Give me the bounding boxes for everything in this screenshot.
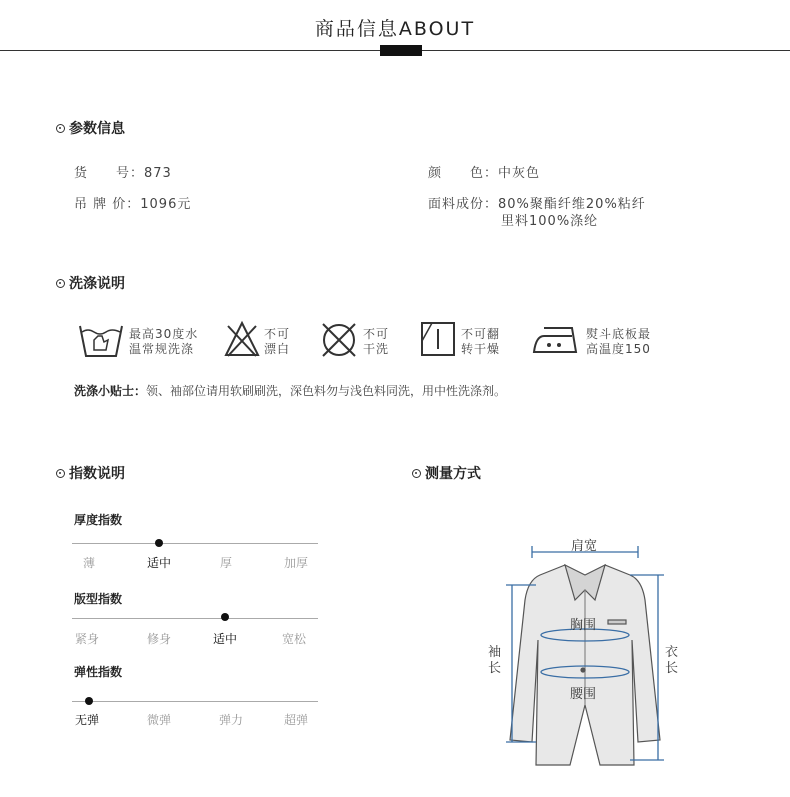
wash-tip xyxy=(74,382,506,399)
sleeve-label: 袖长 xyxy=(488,645,502,676)
item-no-label: 货 号： xyxy=(74,166,145,181)
measure-heading xyxy=(412,463,481,483)
elasticity-label-4: 超弹 xyxy=(283,713,308,727)
wash-item-2 xyxy=(264,327,290,357)
no-bleach-icon xyxy=(224,320,260,358)
fit-label-3: 适中 xyxy=(212,632,237,646)
section-bullet-icon xyxy=(412,469,421,478)
waist-label: 腰围 xyxy=(570,687,597,702)
wash-item-5 xyxy=(586,327,651,357)
index-heading xyxy=(56,463,125,483)
wash-item-1-line2: 温常规洗涤 xyxy=(129,342,195,356)
fit-indicator xyxy=(221,613,229,621)
chest-label: 胸围 xyxy=(570,618,597,633)
wash-item-2-line1: 不可 xyxy=(264,327,291,341)
wash-item-4 xyxy=(461,327,500,357)
fit-label-4: 宽松 xyxy=(281,632,306,646)
fit-title: 版型指数 xyxy=(74,592,123,606)
thickness-label-2: 适中 xyxy=(146,556,171,570)
wash-item-3-line2: 干洗 xyxy=(363,342,390,356)
thickness-indicator xyxy=(155,539,163,547)
params-heading xyxy=(56,118,125,138)
fabric-label: 面料成份： xyxy=(428,197,499,212)
no-dryclean-icon xyxy=(320,321,358,359)
thickness-label-1: 薄 xyxy=(82,556,95,570)
index-heading-text: 指数说明 xyxy=(69,466,125,482)
thickness-label-4: 加厚 xyxy=(283,556,308,570)
wash-heading xyxy=(56,273,125,293)
wash-item-5-line1: 熨斗底板最 xyxy=(586,327,652,341)
no-tumble-dry-icon xyxy=(420,321,456,357)
params-heading-text: 参数信息 xyxy=(69,121,125,137)
fabric-value-1: 80%聚酯纤维20%粘纤 xyxy=(498,197,646,212)
elasticity-label-2: 微弹 xyxy=(146,713,171,727)
param-item-no xyxy=(74,162,172,181)
fabric-value-2: 里料100%涤纶 xyxy=(501,214,599,229)
page-title: 商品信息ABOUT xyxy=(314,18,476,40)
elasticity-scale-line xyxy=(72,701,318,702)
price-label: 吊 牌 价： xyxy=(74,197,141,212)
elasticity-title: 弹性指数 xyxy=(74,665,123,679)
wash-item-3-line1: 不可 xyxy=(363,327,390,341)
header-accent-bar xyxy=(380,45,422,56)
wash-heading-text: 洗涤说明 xyxy=(69,276,125,292)
wash-tub-icon xyxy=(78,320,124,360)
section-bullet-icon xyxy=(56,279,65,288)
section-bullet-icon xyxy=(56,124,65,133)
param-price xyxy=(74,193,191,212)
jacket-illustration xyxy=(510,565,660,765)
section-bullet-icon xyxy=(56,469,65,478)
wash-item-3 xyxy=(363,327,389,357)
measure-heading-text: 测量方式 xyxy=(425,466,481,482)
fit-scale-line xyxy=(72,618,318,619)
thickness-title: 厚度指数 xyxy=(74,513,123,527)
item-no-value: 873 xyxy=(144,166,172,181)
color-value: 中灰色 xyxy=(498,166,541,181)
elasticity-label-3: 弹力 xyxy=(218,713,243,727)
wash-item-4-line2: 转干燥 xyxy=(461,342,501,356)
wash-item-1-line1: 最高30度水 xyxy=(129,327,199,341)
fit-label-1: 紧身 xyxy=(74,632,99,646)
shoulder-label: 肩宽 xyxy=(571,539,598,554)
wash-tip-text: 领、袖部位请用软刷刷洗，深色料勿与浅色料同洗，用中性洗涤剂。 xyxy=(146,384,507,398)
price-value: 1096元 xyxy=(140,197,192,212)
wash-item-2-line2: 漂白 xyxy=(264,342,291,356)
thickness-label-3: 厚 xyxy=(219,556,232,570)
jacket-measure-diagram xyxy=(480,530,690,785)
wash-item-1 xyxy=(129,327,198,357)
wash-item-4-line1: 不可翻 xyxy=(461,327,501,341)
param-color xyxy=(428,162,540,181)
wash-item-5-line2: 高温度150 xyxy=(586,342,651,356)
wash-tip-label: 洗涤小贴士： xyxy=(74,384,147,398)
color-label: 颜 色： xyxy=(428,166,499,181)
elasticity-label-1: 无弹 xyxy=(74,713,99,727)
iron-icon xyxy=(532,324,580,356)
elasticity-indicator xyxy=(85,697,93,705)
thickness-scale-line xyxy=(72,543,318,544)
fit-label-2: 修身 xyxy=(146,632,171,646)
length-label: 衣长 xyxy=(665,645,679,676)
